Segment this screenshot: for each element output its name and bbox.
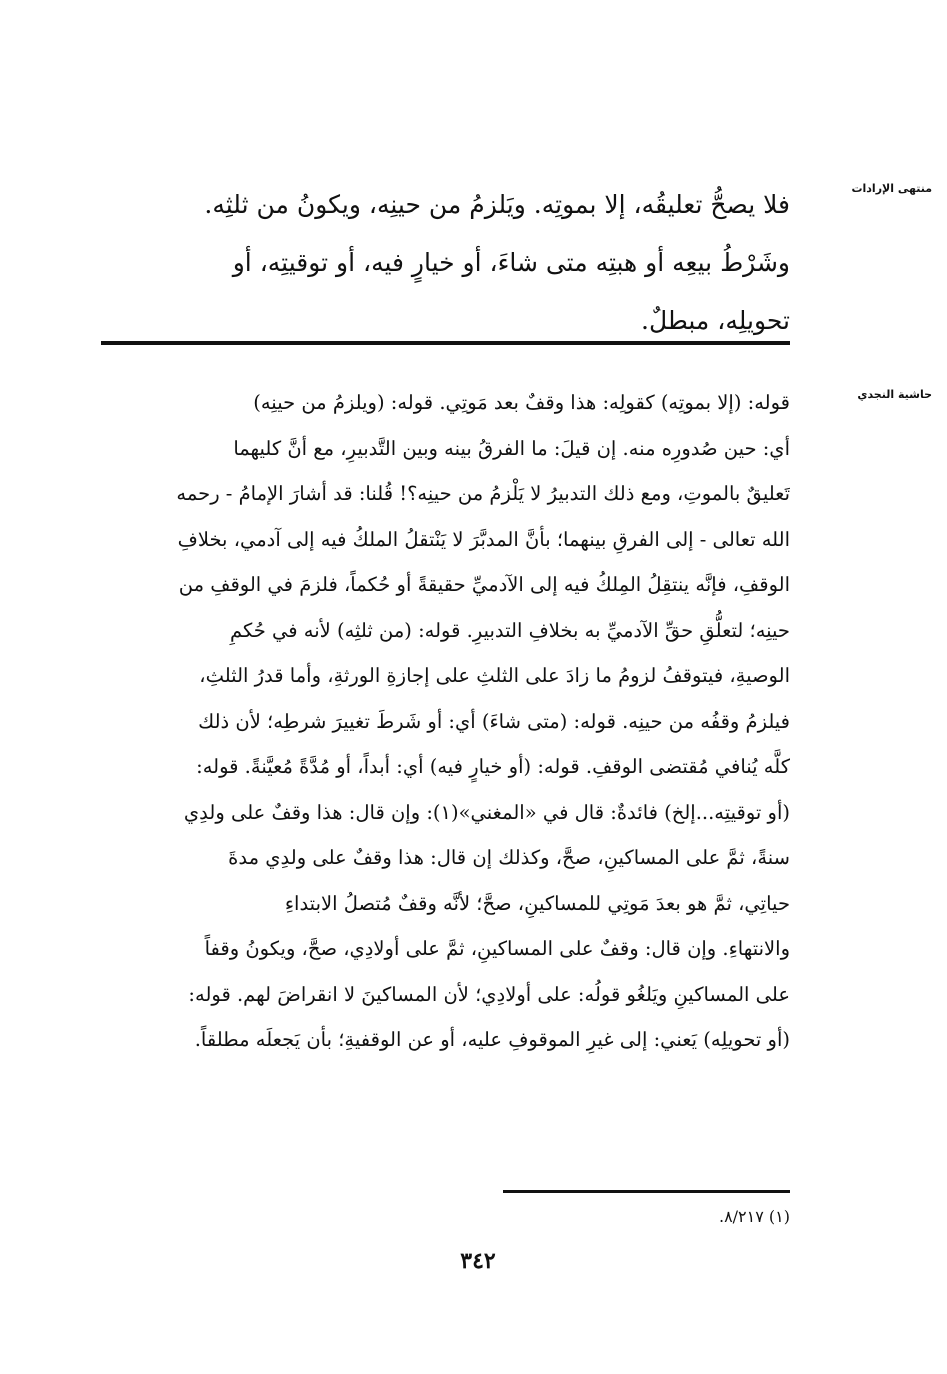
commentary-line: حينِه؛ لتعلُّقِ حقِّ الآدميِّ به بخلافِ التدبيرِ. قوله: (من ثلثِه) لأنه في حُكمِ [229, 618, 790, 642]
commentary-line: حياتِي، ثمَّ هو بعدَ مَوتِي للمساكينِ، صحَّ؛ لأنَّه وقفٌ مُتصلُ الابتداءِ [284, 891, 790, 915]
margin-label-main-text: منتهى الإرادات [851, 182, 932, 195]
commentary-line: سنةً، ثمَّ على المساكينِ، صحَّ، وكذلك إن قال: هذا وقفٌ على ولدِي مدةَ [228, 846, 790, 869]
main-text-block [95, 176, 790, 350]
commentary-line: الوقفِ، فإنَّه ينتقِلُ المِلكُ فيه إلى الآدميِّ حقيقةً أو حُكماً، فلزمَ في الوقفِ من [178, 573, 790, 596]
commentary-line: كلَّه يُنافي مُقتضى الوقفِ. قوله: (أو خيارٍ فيه) أي: أبداً، أو مُدَّةً مُعيَّنةً. قوله: [196, 755, 790, 778]
main-text-line: وشَرْطُ بيعِه أو هبتِه متى شاءَ، أو خيارٍ فيه، أو توقيتِه، أو [232, 248, 790, 277]
commentary-line: فيلزمُ وقفُه من حينِه. قوله: (متى شاءَ) أي: أو شَرطَ تغييرَ شرطِه؛ لأن ذلك [198, 709, 790, 733]
commentary-line: الوصيةِ، فيتوقفُ لزومُ ما زادَ على الثلثِ على إجازةِ الورثةِ، وأما قدرُ الثلثِ، [199, 664, 790, 687]
commentary-block [95, 380, 790, 1063]
section-divider [101, 341, 790, 345]
commentary-line: تَعليقٌ بالموتِ، ومع ذلك التدبيرُ لا يَلْزمُ من حينِه؟! قُلنا: قد أشارَ الإمامُ - رحمه [176, 482, 790, 505]
commentary-line: قوله: (إلا بموتِه) كقولِه: هذا وقفٌ بعد مَوتِي. قوله: (ويلزمُ من حينِه) [253, 391, 790, 414]
margin-label-commentary: حاشية النجدي [857, 388, 932, 401]
footnote-divider [503, 1190, 790, 1193]
footnote: (١) ٨/٢١٧. [718, 1207, 790, 1226]
commentary-line: الله تعالى - إلى الفرقِ بينهما؛ بأنَّ المدبَّرَ لا يَنْتقلُ الملكُ فيه إلى آدمي، بخلافِ [177, 527, 790, 551]
main-text-line: فلا يصحُّ تعليقُه، إلا بموتِه. ويَلزمُ من حينِه، ويكونُ من ثلثِه. [204, 190, 790, 219]
commentary-line: (أو توقيتِه...إلخ) فائدةٌ: قال في «المغني»(١): وإن قال: هذا وقفٌ على ولدِي [183, 800, 790, 824]
commentary-line: والانتهاءِ. وإن قال: وقفٌ على المساكينِ، ثمَّ على أولادِي، صحَّ، ويكونُ وقفاً [204, 937, 790, 960]
commentary-line: أي: حين صُدورِه منه. إن قيلَ: ما الفرقُ بينه وبين التَّدبيرِ، مع أنَّ كليهما [233, 436, 790, 460]
main-text-line: تحويلِه، مبطلٌ. [641, 306, 790, 335]
commentary-line: على المساكينِ ويَلغُو قولُه: على أولادِي؛ لأن المساكينَ لا انقراضَ لهم. قوله: [188, 982, 790, 1006]
page-number: ٣٤٢ [460, 1248, 496, 1274]
commentary-line: (أو تحويلِه) يَعني: إلى غيرِ الموقوفِ عليه، أو عن الوقفيةِ؛ بأن يَجعلَه مطلقاً. [194, 1028, 790, 1051]
